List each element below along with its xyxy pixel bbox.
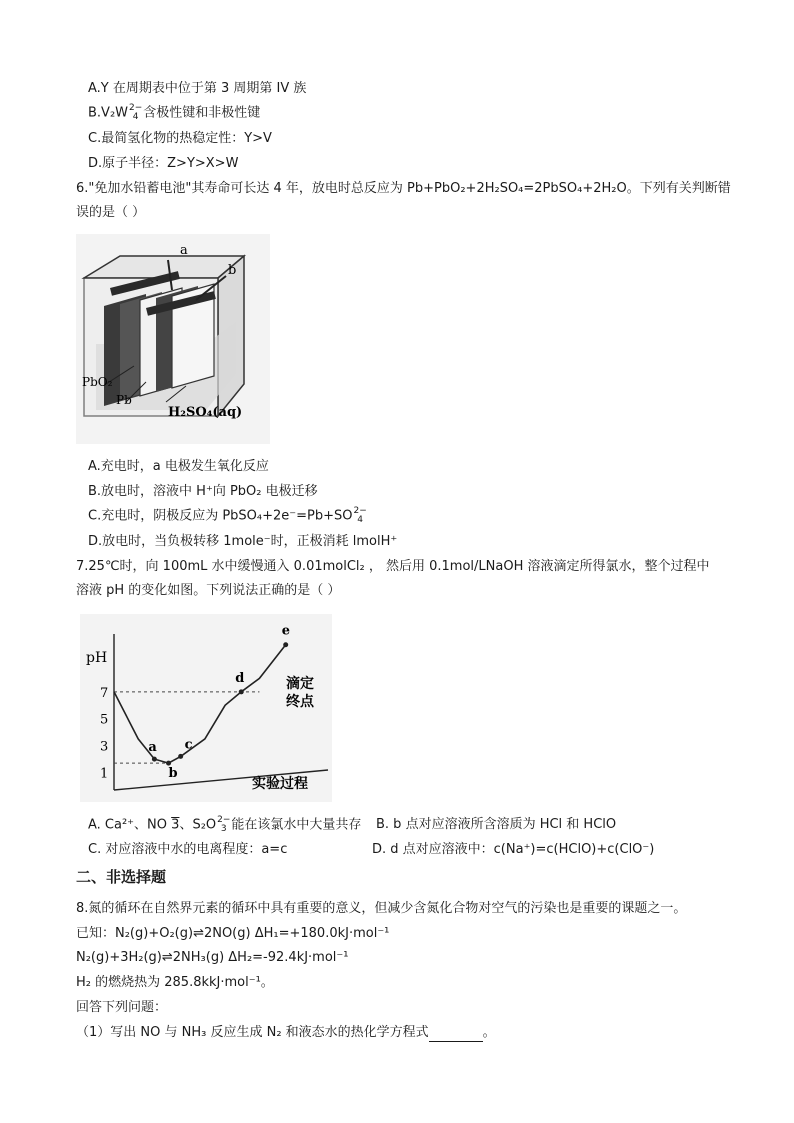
label-pbo2: PbO₂	[82, 375, 113, 389]
q5-option-a: A.Y 在周期表中位于第 3 周期第 IV 族	[88, 81, 307, 96]
ph-chart	[80, 614, 332, 802]
q6-option-c	[88, 507, 368, 526]
q7-option-a-ion-charge: 2− 3	[217, 815, 231, 834]
q7-option-d: D. d 点对应溶液中：c(Na⁺)=c(HClO)+c(ClO⁻)	[372, 842, 655, 857]
y-tick-label: 1	[100, 766, 109, 782]
y-axis-label: pH	[86, 650, 108, 666]
q5-option-b-text-end: 含极性键和非极性键	[143, 105, 261, 121]
q6-stem-line2: 误的是（ ）	[76, 205, 146, 220]
q8-known-2: N₂(g)+3H₂(g)⇌2NH₃(g) ΔH₂=-92.4kJ·mol⁻¹	[76, 950, 349, 965]
q8-known-3: H₂ 的燃烧热为 285.8kkJ·mol⁻¹。	[76, 975, 274, 990]
q7-stem-line2: 溶液 pH 的变化如图。下列说法正确的是（ ）	[76, 583, 341, 598]
label-electrode-b: b	[228, 263, 237, 278]
data-point	[152, 757, 157, 762]
q6-option-c-ion-charge: 2− 4	[353, 506, 367, 525]
data-point	[283, 642, 288, 647]
q8-sub1	[76, 1024, 496, 1042]
data-point	[166, 761, 171, 766]
q8-answer-prompt: 回答下列问题：	[76, 1000, 168, 1015]
q5-option-c: C.最简氢化物的热稳定性：Y>V	[88, 131, 272, 146]
q5-option-b-text: B.V₂W	[88, 105, 129, 121]
q5-option-b	[88, 104, 260, 123]
q6-option-b: B.放电时，溶液中 H⁺向 PbO₂ 电极迁移	[88, 484, 318, 499]
q7-stem-line1: 7.25℃时，向 100mL 水中缓慢通入 0.01molCl₂ ， 然后用 0.1mol/LNaOH 溶液滴定所得氯水，整个过程中	[76, 559, 710, 574]
ph-curve	[114, 645, 286, 763]
q7-option-b: B. b 点对应溶液所含溶质为 HCl 和 HClO	[376, 817, 617, 832]
point-label: b	[168, 766, 178, 782]
endpoint-annotation-2: 终点	[286, 694, 314, 710]
endpoint-annotation-1: 滴定	[286, 676, 314, 692]
battery-figure	[76, 234, 270, 444]
q8-sub1-end: 。	[482, 1025, 496, 1040]
label-acid: H₂SO₄(aq)	[168, 405, 243, 420]
q7-option-a	[88, 816, 361, 835]
q8-sub1-text: （1）写出 NO 与 NH₃ 反应生成 N₂ 和液态水的热化学方程式	[76, 1025, 429, 1040]
q8-stem: 8.氮的循环在自然界元素的循环中具有重要的意义，但减少含氮化合物对空气的污染也是重要的课题之一。	[76, 901, 687, 916]
y-tick-label: 7	[100, 685, 109, 701]
point-label: d	[235, 670, 245, 686]
section-title: 二、非选择题	[76, 868, 167, 886]
x-axis-label: 实验过程	[252, 776, 308, 792]
label-electrode-a: a	[180, 243, 188, 258]
point-label: c	[184, 737, 193, 753]
q7-option-a-s2o: 、S₂O	[179, 817, 217, 833]
point-label: e	[281, 623, 290, 639]
label-pb: Pb	[116, 393, 132, 407]
q6-option-d: D.放电时，当负极转移 1mole⁻时，正极消耗 lmolH⁺	[88, 534, 398, 549]
q7-option-a-text: A. Ca²⁺、NO	[88, 817, 168, 833]
q8-known-1: 已知：N₂(g)+O₂(g)⇌2NO(g) ΔH₁=+180.0kJ·mol⁻¹	[76, 926, 390, 941]
y-tick-label: 5	[100, 712, 109, 728]
q5-option-d: D.原子半径：Z>Y>X>W	[88, 156, 239, 171]
q7-option-a-text-end: 能在该氯水中大量共存	[231, 817, 362, 833]
q5-option-b-ion-charge: 2− 4	[129, 103, 143, 122]
data-point	[239, 689, 244, 694]
data-point	[178, 754, 183, 759]
y-tick-label: 3	[100, 739, 109, 755]
q7-option-a-no3: 3	[171, 817, 180, 833]
q6-stem-line1: 6."免加水铅蓄电池"其寿命可长达 4 年，放电时总反应为 Pb+PbO₂+2H₂SO₄=2PbSO₄+2H₂O。下列有关判断错	[76, 181, 731, 196]
q7-option-c: C. 对应溶液中水的电离程度：a=c	[88, 842, 288, 857]
answer-blank[interactable]	[429, 1027, 483, 1042]
q6-option-a: A.充电时，a 电极发生氧化反应	[88, 459, 269, 474]
point-label: a	[148, 740, 157, 756]
q6-option-c-text: C.充电时，阴极反应为 PbSO₄+2e⁻=Pb+SO	[88, 508, 353, 524]
